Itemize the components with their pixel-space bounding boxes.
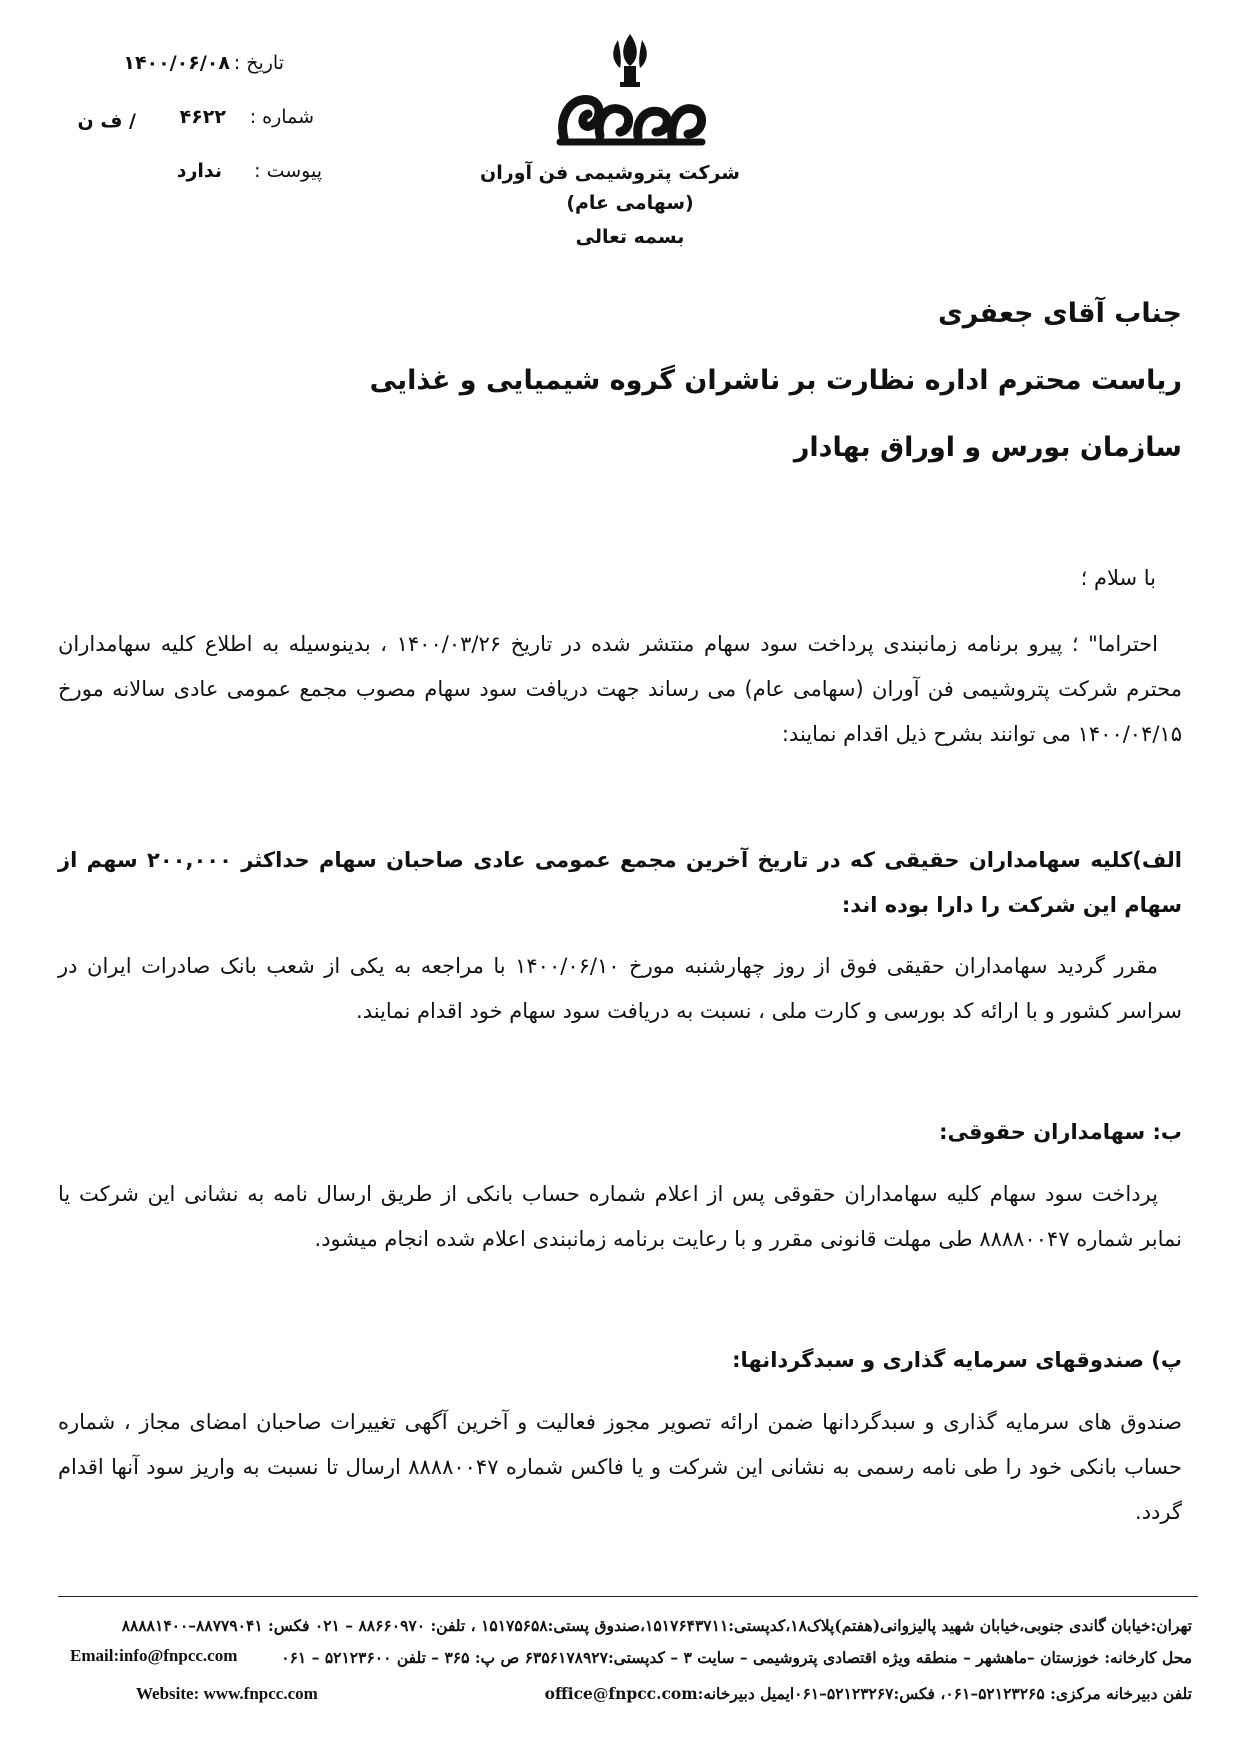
section-a-paragraph: مقرر گردید سهامداران حقیقی فوق از روز چهارشنبه مورخ ۱۴۰۰/۰۶/۱۰ با مراجعه به یکی از شعب بانک صادرات ایران در سراسر کشور و با ارائه کد بورسی و کارت ملی ، نسبت به دریافت سود سهام خود اقدام نمایند.: [58, 954, 1182, 1023]
attachment-value: ندارد: [176, 160, 222, 182]
number-label: شماره :: [249, 106, 314, 128]
date-value: ۱۴۰۰/۰۶/۰۸: [123, 52, 230, 74]
number-value: ۴۶۲۲: [179, 106, 226, 128]
date-label: تاریخ :: [233, 52, 284, 74]
footer-website: Website: www.fnpcc.com: [136, 1684, 318, 1703]
company-name: شرکت پتروشیمی فن آوران: [480, 162, 740, 184]
section-b-heading: ب: سهامداران حقوقی:: [939, 1120, 1182, 1144]
footer-divider: [58, 1596, 1198, 1597]
flame-torch-logo-icon: [550, 26, 710, 156]
greeting: با سلام ؛: [1080, 566, 1156, 590]
section-c-paragraph: صندوق های سرمایه گذاری و سبدگردانها ضمن ارائه تصویر مجوز فعالیت و آخرین آگهی تغییرات صاحبان امضای مجاز ، شماره حساب بانکی خود را طی نامه رسمی به نشانی این شرکت و یا فاکس شماره ۸۸۸۸۰۰۴۷ ارسال تا نسبت به واریز سود آنها اقدام گردد.: [58, 1410, 1182, 1524]
invocation: بسمه تعالی: [575, 226, 685, 248]
company-header: [480, 26, 740, 266]
addressee-title: ریاست محترم اداره نظارت بر ناشران گروه شیمیایی و غذایی: [369, 365, 1182, 396]
attachment-label: پیوست :: [254, 160, 322, 182]
section-c-heading: پ) صندوقهای سرمایه گذاری و سبدگردانها:: [732, 1348, 1182, 1372]
number-suffix: / ف ن: [77, 110, 136, 132]
addressee-name: جناب آقای جعفری: [937, 298, 1182, 329]
intro-paragraph: احتراما" ؛ پیرو برنامه زمانبندی پرداخت سود سهام منتشر شده در تاریخ ۱۴۰۰/۰۳/۲۶ ، بدینوسیله به اطلاع کلیه سهامداران محترم شرکت پتروشیمی فن آوران (سهامی عام) می رساند جهت دریافت سود سهام مصوب مجمع عمومی عادی سالانه مورخ ۱۴۰۰/۰۴/۱۵ می توانند بشرح ذیل اقدام نمایند:: [58, 632, 1182, 746]
section-a-heading: الف)کلیه سهامداران حقیقی که در تاریخ آخرین مجمع عمومی عادی صاحبان سهام حداکثر ۲۰۰,۰۰۰ سهم از سهام این شرکت را دارا بوده اند:: [58, 848, 1182, 917]
footer-tehran-address: تهران:خیابان گاندی جنوبی،خیابان شهید پالیزوانی(هفتم)پلاک۱۸،کدپستی:۱۵۱۷۶۴۳۷۱۱،صندوق پستی:۱۵۱۷۵۶۵۸ ، تلفن: ۸۸۶۶۰۹۷۰ – ۰۲۱ فکس: ۸۸۷۷۹۰۴۱–۸۸۸۸۱۴۰۰: [121, 1616, 1192, 1635]
company-type: (سهامی عام): [566, 192, 694, 214]
section-b-paragraph: پرداخت سود سهام کلیه سهامداران حقوقی پس از اعلام شماره حساب بانکی از طریق ارسال نامه به نشانی این شرکت یا نمابر شماره ۸۸۸۸۰۰۴۷ طی مهلت قانونی مقرر و با رعایت برنامه زمانبندی اعلام شده انجام میشود.: [58, 1182, 1182, 1251]
footer-factory-address: محل کارخانه: خوزستان –ماهشهر – منطقه ویژه اقتصادی پتروشیمی – سایت ۳ – کدپستی:۶۳۵۶۱۷۸۹۲۷ ص پ: ۳۶۵ – تلفن ۵۲۱۲۳۶۰۰ – ۰۶۱: [281, 1648, 1192, 1667]
footer-secretariat: تلفن دبیرخانه مرکزی: ۵۲۱۲۳۲۶۵–۰۶۱، فکس:۵۲۱۲۳۲۶۷–۰۶۱ایمیل دبیرخانه:office@fnpcc.com: [544, 1684, 1192, 1703]
addressee-organization: سازمان بورس و اوراق بهادار: [793, 432, 1182, 463]
footer-email: Email:info@fnpcc.com: [70, 1646, 238, 1665]
